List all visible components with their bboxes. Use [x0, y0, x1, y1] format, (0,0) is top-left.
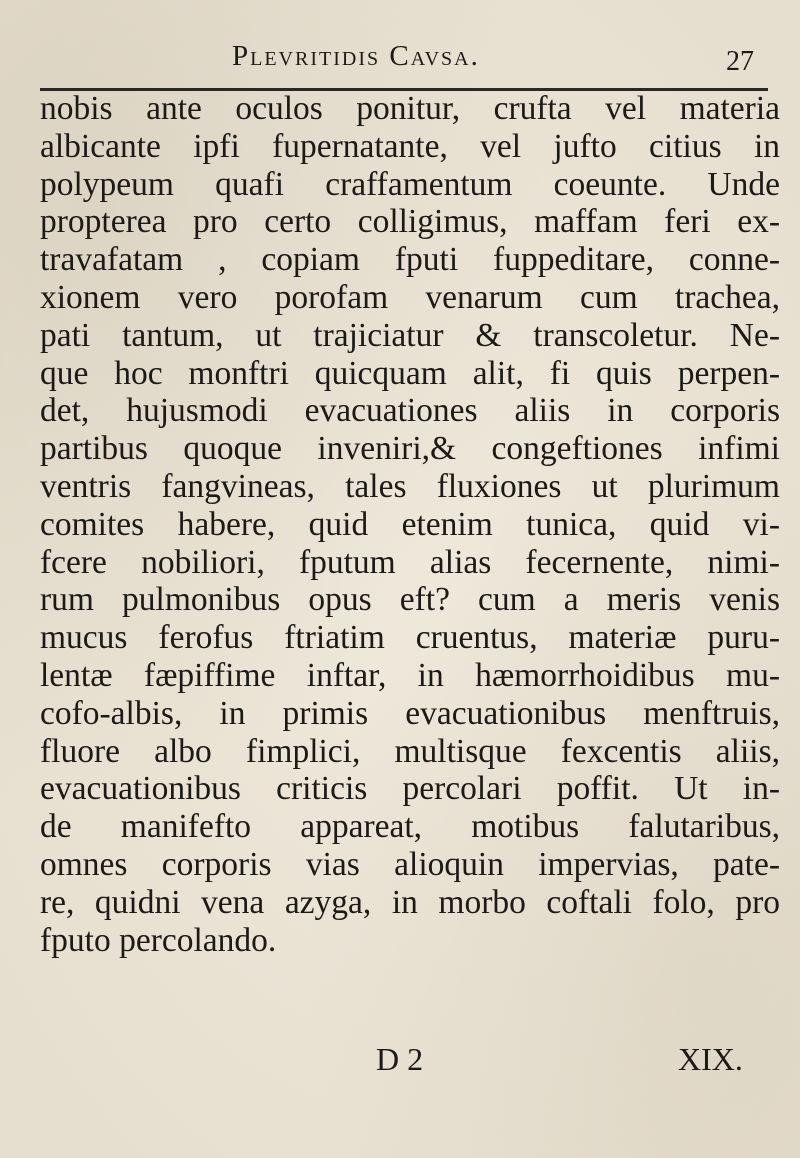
- text-line: fcere nobiliori, fputum alias fecernente, nimi-: [40, 543, 780, 581]
- text-line: polypeum quafi craffamentum coeunte. Unde: [40, 165, 780, 203]
- running-title: Plevritidis Cavsa.: [232, 40, 480, 72]
- text-line: nobis ante oculos ponitur, crufta vel materia: [40, 90, 780, 127]
- page-number: 27: [726, 46, 754, 77]
- text-line: fputo percolando.: [40, 921, 277, 959]
- text-line: comites habere, quid etenim tunica, quid vi-: [40, 505, 780, 543]
- signature-mark: D 2: [376, 1041, 424, 1077]
- text-line: partibus quoque inveniri,& congeftiones infimi: [40, 430, 780, 468]
- text-line: fluore albo fimplici, multisque fexcentis aliis,: [40, 732, 780, 770]
- text-line: re, quidni vena azyga, in morbo coftali folo, pro: [40, 883, 780, 921]
- text-line: omnes corporis vias alioquin impervias, pate-: [40, 845, 780, 883]
- text-line: rum pulmonibus opus eft? cum a meris venis: [40, 581, 780, 619]
- text-line: ventris fangvineas, tales fluxiones ut plurimum: [40, 467, 780, 505]
- text-line: que hoc monftri quicquam alit, fi quis perpen-: [40, 354, 780, 392]
- catchword: XIX.: [678, 1041, 743, 1077]
- text-line: cofo-albis, in primis evacuationibus menftruis,: [40, 694, 780, 732]
- text-line: lentæ fæpiffime inftar, in hæmorrhoidibus mu-: [40, 656, 780, 694]
- text-line: xionem vero porofam venarum cum trachea,: [40, 278, 780, 316]
- page-header: [0, 40, 800, 84]
- text-line: propterea pro certo colligimus, maffam feri ex-: [40, 203, 780, 241]
- text-line: mucus ferofus ftriatim cruentus, materiæ puru-: [40, 619, 780, 657]
- text-line: travafatam , copiam fputi fuppeditare, conne-: [40, 241, 780, 279]
- text-line: pati tantum, ut trajiciatur & transcoletur. Ne-: [40, 316, 780, 354]
- text-line: det, hujusmodi evacuationes aliis in corporis: [40, 392, 780, 430]
- page-footer: [0, 1041, 800, 1081]
- text-line: albicante ipfi fupernatante, vel jufto citius in: [40, 127, 780, 165]
- text-line: de manifefto appareat, motibus falutaribus,: [40, 808, 780, 846]
- text-line: evacuationibus criticis percolari poffit. Ut in-: [40, 770, 780, 808]
- body-text: [40, 90, 780, 959]
